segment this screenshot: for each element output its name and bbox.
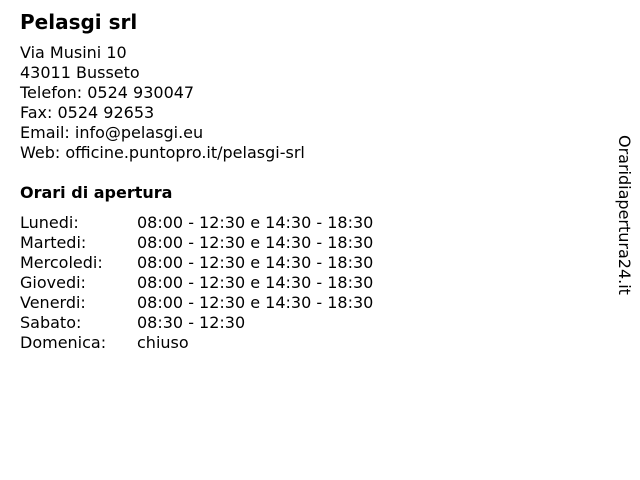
hours-day: Mercoledi: (20, 253, 103, 272)
fax-line: Fax: 0524 92653 (20, 103, 155, 122)
hours-day: Venerdi: (20, 293, 86, 312)
hours-time: 08:00 - 12:30 e 14:30 - 18:30 (137, 233, 374, 252)
city-line: 43011 Busseto (20, 63, 140, 82)
hours-row (20, 233, 600, 253)
hours-row (20, 273, 600, 293)
hours-time: 08:00 - 12:30 e 14:30 - 18:30 (137, 253, 374, 272)
hours-day: Giovedi: (20, 273, 86, 292)
business-name: Pelasgi srl (20, 10, 138, 34)
hours-day: Sabato: (20, 313, 82, 332)
opening-hours-heading: Orari di apertura (20, 183, 173, 202)
hours-time: 08:00 - 12:30 e 14:30 - 18:30 (137, 213, 374, 232)
hours-time: chiuso (137, 333, 189, 352)
email-line: Email: info@pelasgi.eu (20, 123, 204, 142)
hours-row (20, 293, 600, 313)
hours-row (20, 213, 600, 233)
site-watermark: Oraridiapertura24.it (615, 135, 634, 295)
hours-row (20, 253, 600, 273)
web-line: Web: officine.puntopro.it/pelasgi-srl (20, 143, 305, 162)
business-card (20, 9, 600, 353)
hours-time: 08:30 - 12:30 (137, 313, 246, 332)
hours-row (20, 313, 600, 333)
address-line: Via Musini 10 (20, 43, 127, 62)
contact-info (20, 43, 600, 163)
opening-hours-table (20, 213, 600, 353)
hours-time: 08:00 - 12:30 e 14:30 - 18:30 (137, 293, 374, 312)
hours-time: 08:00 - 12:30 e 14:30 - 18:30 (137, 273, 374, 292)
hours-row (20, 333, 600, 353)
hours-day: Lunedi: (20, 213, 79, 232)
hours-day: Martedi: (20, 233, 87, 252)
phone-line: Telefon: 0524 930047 (20, 83, 195, 102)
hours-day: Domenica: (20, 333, 107, 352)
